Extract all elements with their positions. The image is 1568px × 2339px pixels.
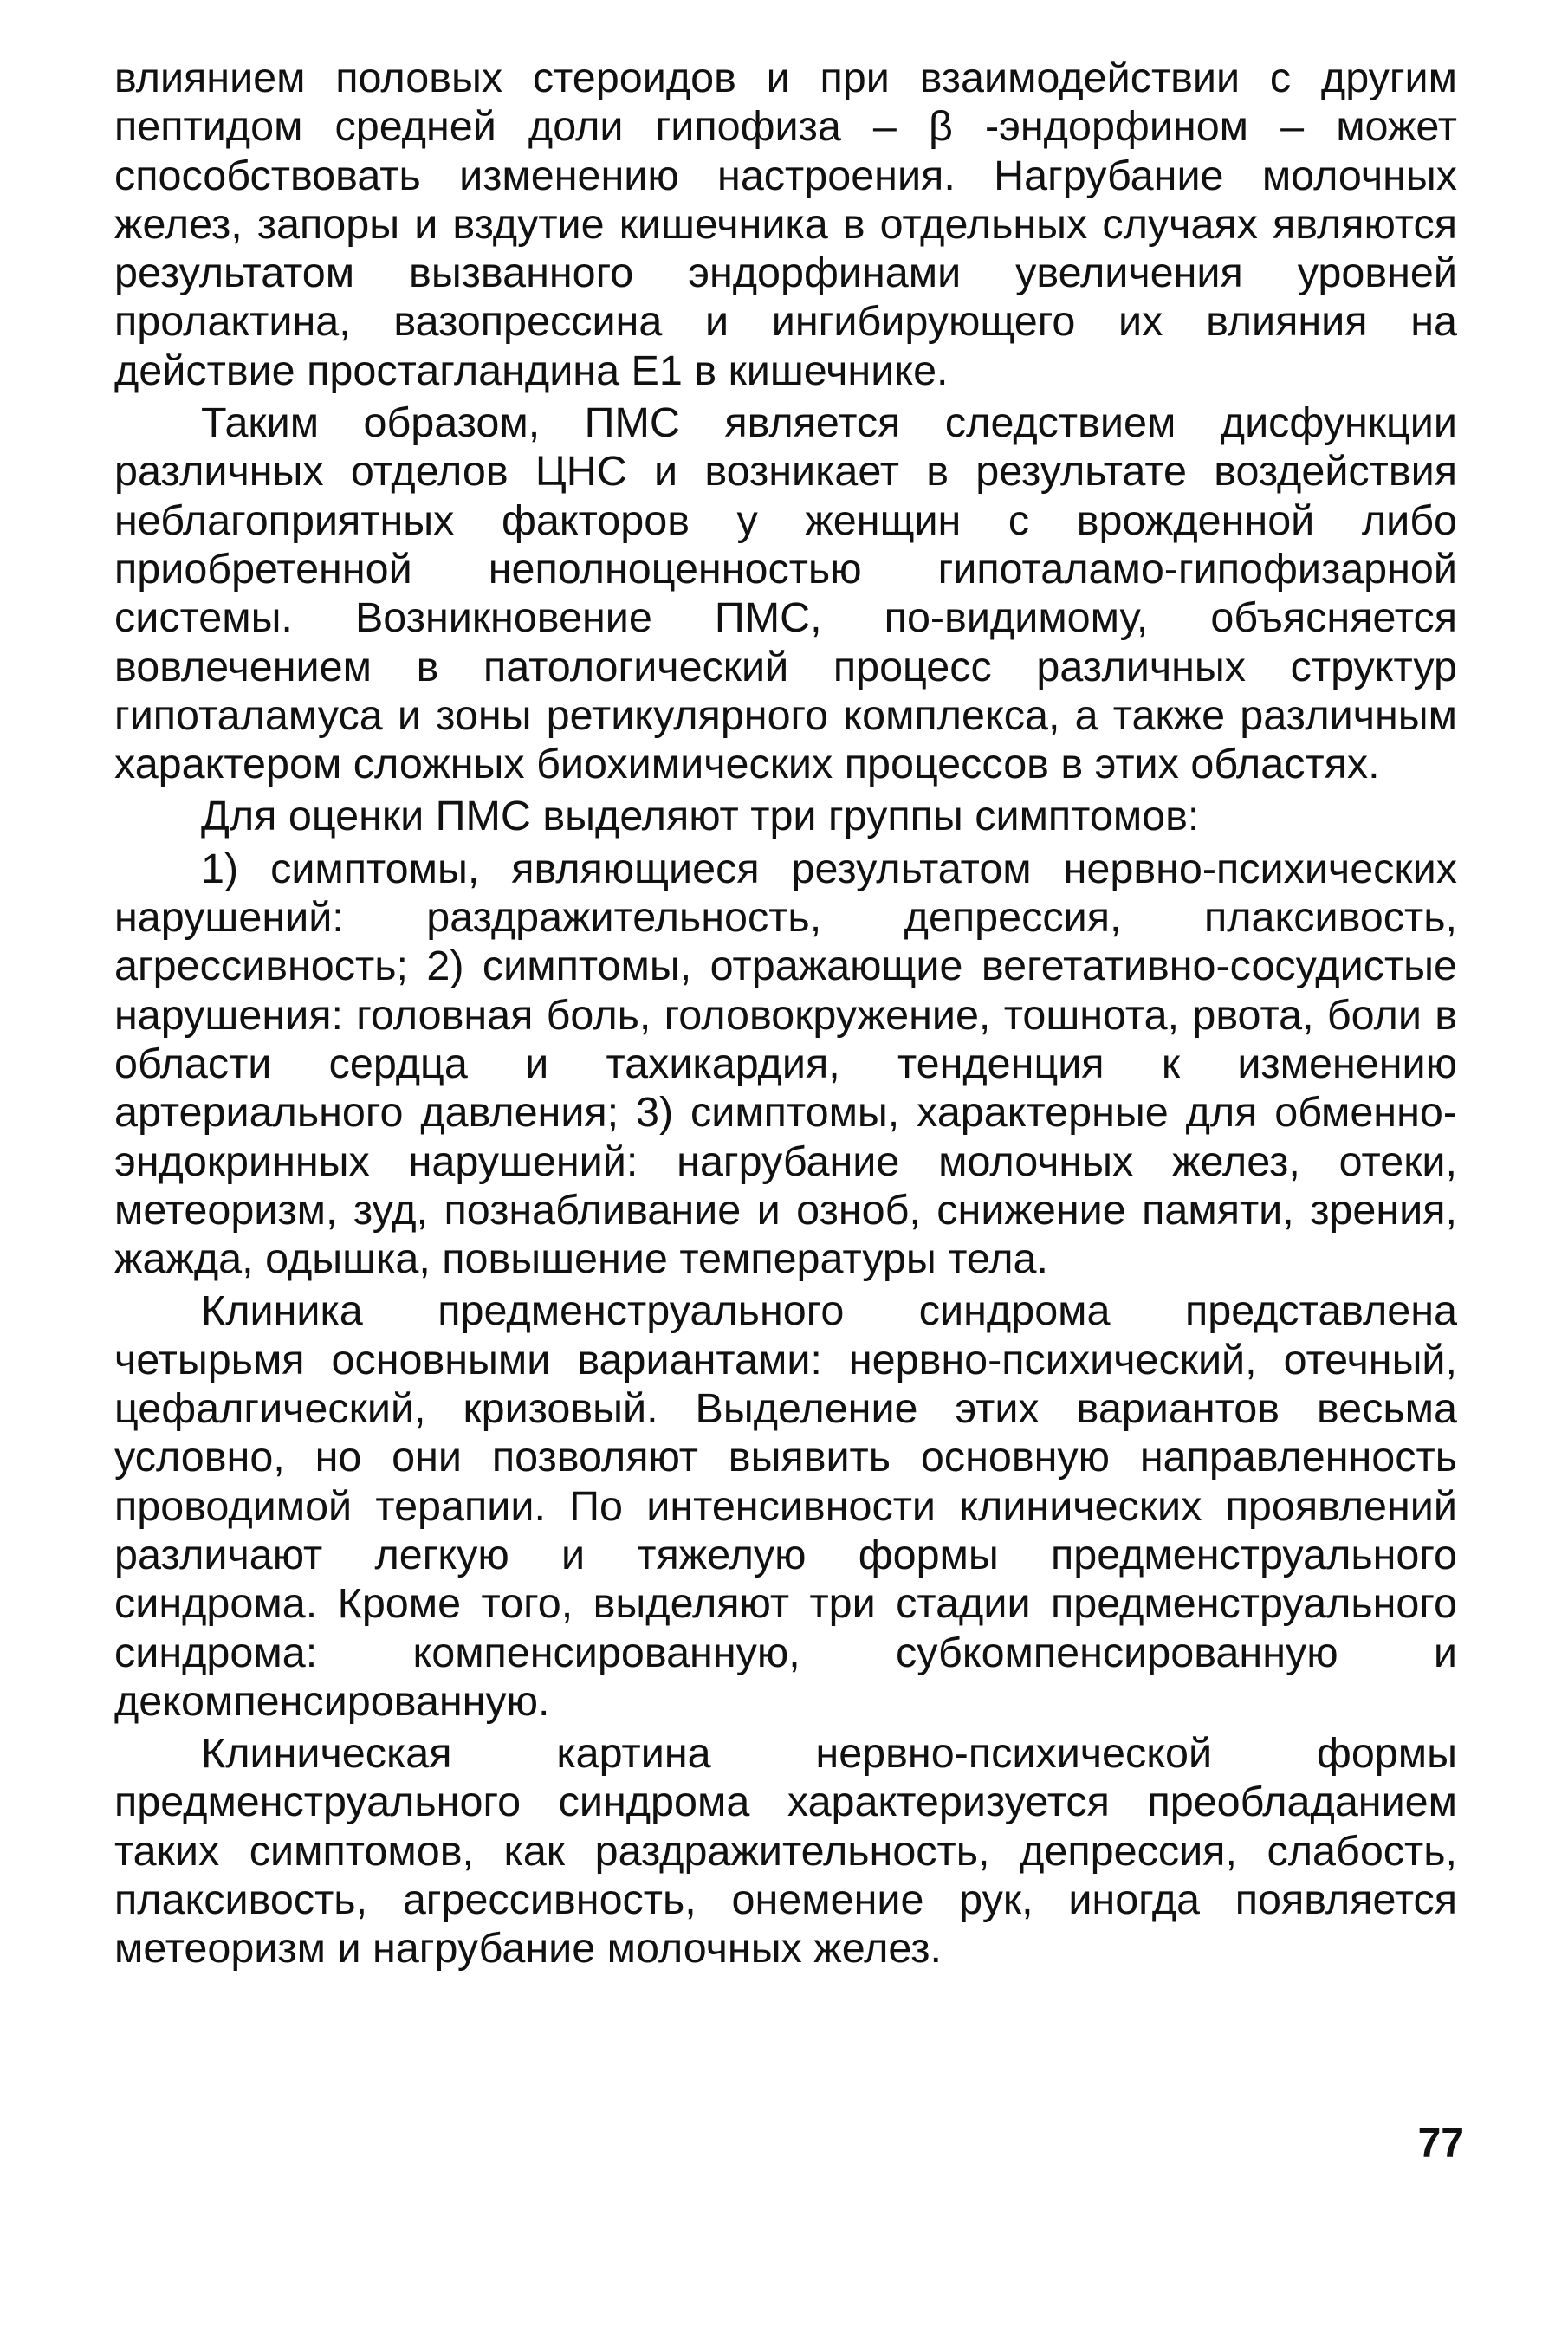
paragraph-6: Клиническая картина нервно-психической формы предменструального синдрома характеризуется преобладанием таких симптомов, как раздражительность, депрессия, слабость, плаксивость, агрессивность, онемение рук, иногда появляется метеоризм и нагрубание молочных желез. xyxy=(114,1730,1457,1973)
page-number: 77 xyxy=(1417,2121,1464,2167)
paragraph-4: 1) симптомы, являющиеся результатом нервно-психических нарушений: раздражительность, депрессия, плаксивость, агрессивность; 2) симптомы, отражающие вегетативно-сосудистые нарушения: головная боль, головокружение, тошнота, рвота, боли в области сердца и тахикардия, тенденция к изменению артериального давления; 3) симптомы, характерные для обменно-эндокринных нарушений: нагрубание молочных желез, отеки, метеоризм, зуд, познабливание и озноб, снижение памяти, зрения, жажда, одышка, повышение температуры тела. xyxy=(114,845,1457,1283)
paragraph-2: Таким образом, ПМС является следствием дисфункции различных отделов ЦНС и возникает в результате воздействия неблагоприятных факторов у женщин с врожденной либо приобретенной неполноценностью гипоталамо-гипофизарной системы. Возникновение ПМС, по-видимому, объясняется вовлечением в патологический процесс различных структур гипоталамуса и зоны ретикулярного комплекса, а также различным характером сложных биохимических процессов в этих областях. xyxy=(114,399,1457,788)
paragraph-3: Для оценки ПМС выделяют три группы симптомов: xyxy=(201,793,1200,840)
paragraph-5: Клиника предменструального синдрома представлена четырьмя основными вариантами: нервно-психический, отечный, цефалгический, кризовый. Выделение этих вариантов весьма условно, но они позволяют выявить основную направленность проводимой терапии. По интенсивности клинических проявлений различают легкую и тяжелую формы предменструального синдрома. Кроме того, выделяют три стадии предменструального синдрома: компенсированную, субкомпенсированную и декомпенсированную. xyxy=(114,1287,1457,1725)
paragraph-1: влиянием половых стероидов и при взаимодействии с другим пептидом средней доли гипофиза – β -эндорфином – может способствовать изменению настроения. Нагрубание молочных желез, запоры и вздутие кишечника в отдельных случаях являются результатом вызванного эндорфинами увеличения уровней пролактина, вазопрессина и ингибирующего их влияния на действие простагландина Е1 в кишечнике. xyxy=(114,55,1457,394)
page-body xyxy=(114,54,1457,1977)
